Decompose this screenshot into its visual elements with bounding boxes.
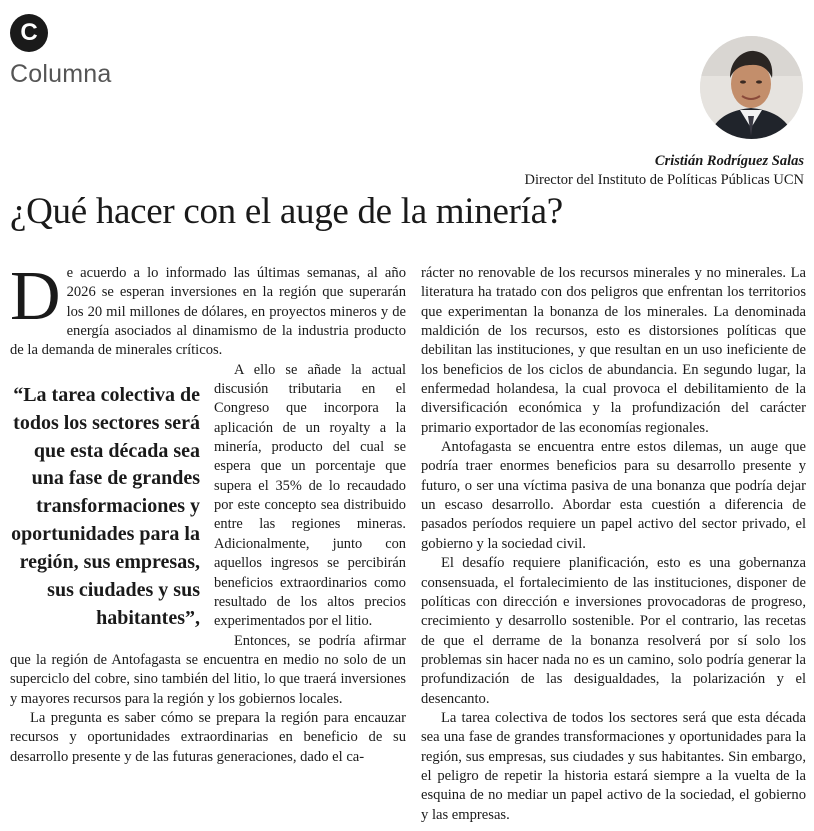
author-role: Director del Instituto de Políticas Públicas UCN	[524, 172, 804, 188]
section-label: Columna	[10, 60, 112, 88]
paragraph: Antofagasta se encuentra entre estos dilemas, un auge que podría traer enormes beneficios para su desarrollo presente y futuro, o ser una víctima pasiva de una bonanza que podría dejar un escaso desarrollo. Abordar esta cuestión a diferencia de pasados períodos requiere un papel activo del sector privado, el gobierno y la sociedad civil.	[421, 439, 806, 552]
column-left	[10, 258, 406, 767]
paragraph: Entonces, se podría afirmar que la región de Antofagasta se encuentra en medio no solo de un superciclo del cobre, sino también del litio, lo que traerá inversiones y mayores recursos para la región y los gobiernos locales.	[10, 632, 406, 707]
paragraph: A ello se añade la actual discusión tributaria en el Congreso que incorpora la aplicación de un royalty a la minería, producto del cual se espera que un porcentaje que supera el 35% de lo recaudado por este concepto sea distribuido entre las regiones mineras. Adicionalmente, junto con aquellos ingresos se percibirán beneficios extraordinarios como resultado de los altos precios experimentados por el litio.	[214, 361, 406, 630]
headline: ¿Qué hacer con el auge de la minería?	[10, 191, 563, 232]
author-name: Cristián Rodríguez Salas	[654, 153, 804, 169]
section-badge: C	[10, 14, 48, 52]
paragraph	[10, 258, 406, 361]
author-byline	[525, 152, 805, 190]
paragraph: El desafío requiere planificación, esto es una gobernanza consensuada, el fortalecimiento de las instituciones, disponer de políticas con dirección e inversiones provocadoras de progreso, crecimiento y desarrollo sostenible. Por el contrario, las recetas de que el derrame de la bonanza resolverá por sí solo los problemas sin hacer nada no es un camino, solo podría generar la profundización de las desigualdades, la polarización y el desencanto.	[421, 555, 806, 707]
drop-cap: D	[10, 258, 61, 335]
paragraph-text: e acuerdo a lo informado las últimas semanas, al año 2026 se esperan inversiones en la región que superarán los 20 mil millones de dólares, en proyectos mineros y de energía asociados al dinamismo de la industria producto de la demanda de minerales críticos.	[10, 265, 406, 359]
author-portrait-icon	[700, 36, 803, 139]
paragraph: La tarea colectiva de todos los sectores será que esta década sea una fase de grandes transformaciones y oportunidades para la región, sus empresas, sus ciudades y sus habitantes. Sin embargo, el peligro de repetir la historia estará siempre a la vuelta de la esquina de no mediar un papel activo de la sociedad, el gobierno y las empresas.	[421, 709, 806, 823]
pull-quote: “La tarea colectiva de todos los sectores será que esta década sea una fase de grandes transformaciones y oportunidades para la región, sus empresas, sus ciudades y sus habitantes”,	[11, 383, 200, 629]
paragraph: La pregunta es saber cómo se prepara la región para encauzar recursos y oportunidades extraordinarias en beneficio de su desarrollo presente y de las futuras generaciones, dado el ca-	[10, 709, 406, 765]
author-photo	[700, 36, 803, 139]
column-right	[421, 264, 806, 825]
paragraph: rácter no renovable de los recursos minerales y no minerales. La literatura ha tratado con dos peligros que enfrentan los territorios que experimentan la bonanza de los minerales. La denominada maldición de los recursos, esto es distorsiones políticas que debilitan las instituciones, y que resultan en un uso ineficiente de los beneficios de los ciclos de abundancia. En segundo lugar, la enfermedad holandesa, la cual provoca el debilitamiento de la diversificación económica y la profundización del carácter primario exportador de las economías regionales.	[421, 265, 806, 436]
